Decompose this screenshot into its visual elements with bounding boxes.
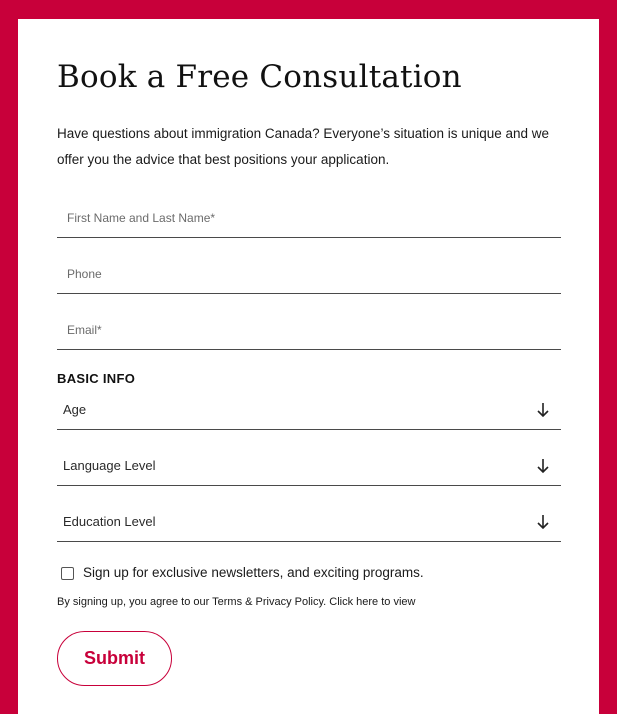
language-level-select[interactable] xyxy=(57,451,561,486)
arrow-down-icon xyxy=(535,513,551,531)
name-input[interactable] xyxy=(57,199,561,237)
newsletter-checkbox[interactable] xyxy=(61,567,74,580)
email-input[interactable] xyxy=(57,311,561,349)
form-title: Book a Free Consultation xyxy=(57,59,462,95)
phone-field xyxy=(57,255,561,294)
age-select-label: Age xyxy=(63,402,87,417)
newsletter-label[interactable]: Sign up for exclusive newsletters, and exciting programs. xyxy=(83,565,424,580)
email-field xyxy=(57,311,561,350)
basic-info-heading: BASIC INFO xyxy=(57,371,136,386)
arrow-down-icon xyxy=(535,457,551,475)
education-level-select-label: Education Level xyxy=(63,514,156,529)
submit-button[interactable]: Submit xyxy=(57,631,172,686)
terms-notice[interactable]: By signing up, you agree to our Terms & Privacy Policy. Click here to view xyxy=(57,596,416,608)
arrow-down-icon xyxy=(535,401,551,419)
consultation-form-card xyxy=(18,19,599,714)
age-select[interactable] xyxy=(57,395,561,430)
education-level-select[interactable] xyxy=(57,507,561,542)
name-field xyxy=(57,199,561,238)
language-level-select-label: Language Level xyxy=(63,458,156,473)
form-intro: Have questions about immigration Canada? Everyone’s situation is unique and we offer you the advice that best positions your application. xyxy=(57,126,550,167)
phone-input[interactable] xyxy=(57,255,561,293)
